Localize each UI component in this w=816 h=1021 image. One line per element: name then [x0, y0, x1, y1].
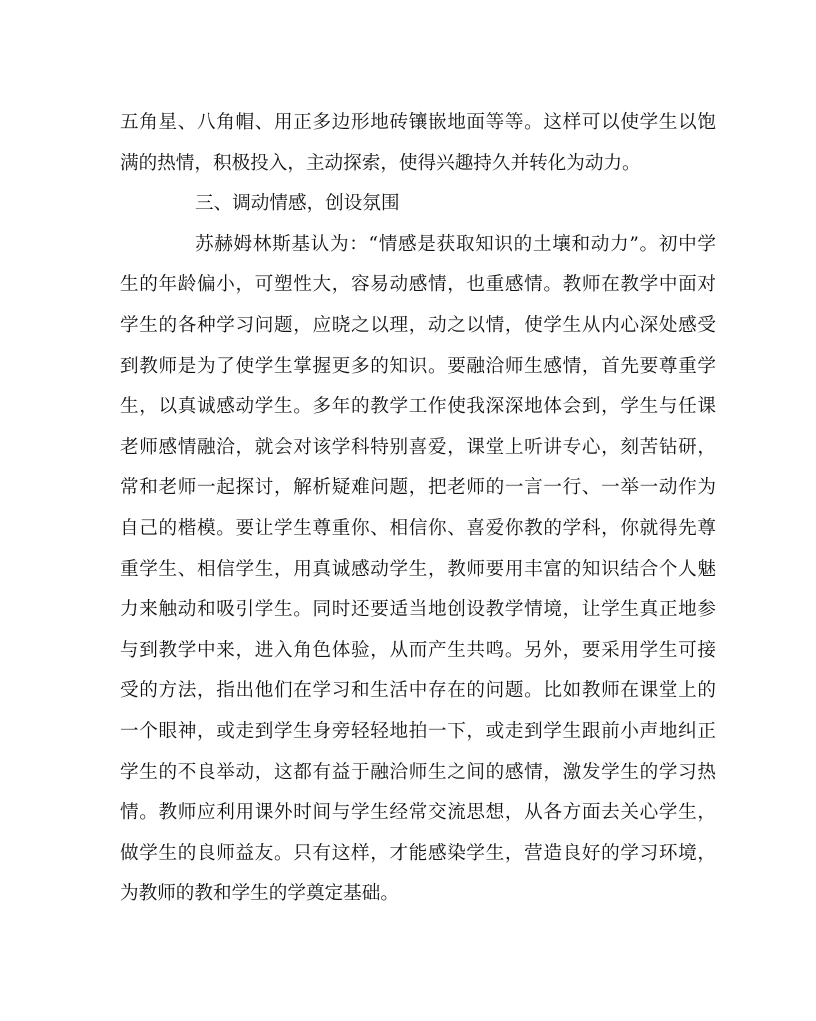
text-line: 生的年龄偏小，可塑性大，容易动感情，也重感情。教师在教学中面对: [120, 274, 716, 296]
text-line: 情。教师应利用课外时间与学生经常交流思想，从各方面去关心学生，: [120, 802, 716, 824]
text-line: 学生的不良举动，这都有益于融洽师生之间的感情，激发学生的学习热: [120, 761, 716, 783]
text-line: 生，以真诚感动学生。多年的教学工作使我深深地体会到，学生与任课: [120, 396, 716, 418]
paragraph-first-line: 苏赫姆林斯基认为：“情感是获取知识的土壤和动力”。初中学: [195, 233, 716, 255]
text-line: 自己的楷模。要让学生尊重你、相信你、喜爱你教的学科，你就得先尊: [120, 517, 716, 539]
text-line: 满的热情，积极投入，主动探索，使得兴趣持久并转化为动力。: [120, 152, 641, 174]
text-line: 一个眼神，或走到学生身旁轻轻地拍一下，或走到学生跟前小声地纠正: [120, 720, 716, 742]
text-line: 老师感情融洽，就会对该学科特别喜爱，课堂上听讲专心，刻苦钻研，: [120, 436, 716, 458]
text-line: 受的方法，指出他们在学习和生活中存在的问题。比如教师在课堂上的: [120, 680, 716, 702]
text-line: 与到教学中来，进入角色体验，从而产生共鸣。另外，要采用学生可接: [120, 639, 716, 661]
text-line: 到教师是为了使学生掌握更多的知识。要融洽师生感情，首先要尊重学: [120, 355, 716, 377]
text-line: 力来触动和吸引学生。同时还要适当地创设教学情境，让学生真正地参: [120, 599, 716, 621]
text-line: 学生的各种学习问题，应晓之以理，动之以情，使学生从内心深处感受: [120, 314, 716, 336]
text-line: 常和老师一起探讨，解析疑难问题，把老师的一言一行、一举一动作为: [120, 477, 716, 499]
text-line: 重学生、相信学生，用真诚感动学生，教师要用丰富的知识结合个人魅: [120, 558, 716, 580]
text-line: 为教师的教和学生的学奠定基础。: [120, 883, 399, 905]
text-line: 做学生的良师益友。只有这样，才能感染学生，营造良好的学习环境，: [120, 842, 716, 864]
text-line: 五角星、八角帽、用正多边形地砖镶嵌地面等等。这样可以使学生以饱: [120, 112, 716, 133]
document-body: [120, 103, 716, 915]
section-heading: 三、调动情感，创设氛围: [195, 193, 400, 215]
